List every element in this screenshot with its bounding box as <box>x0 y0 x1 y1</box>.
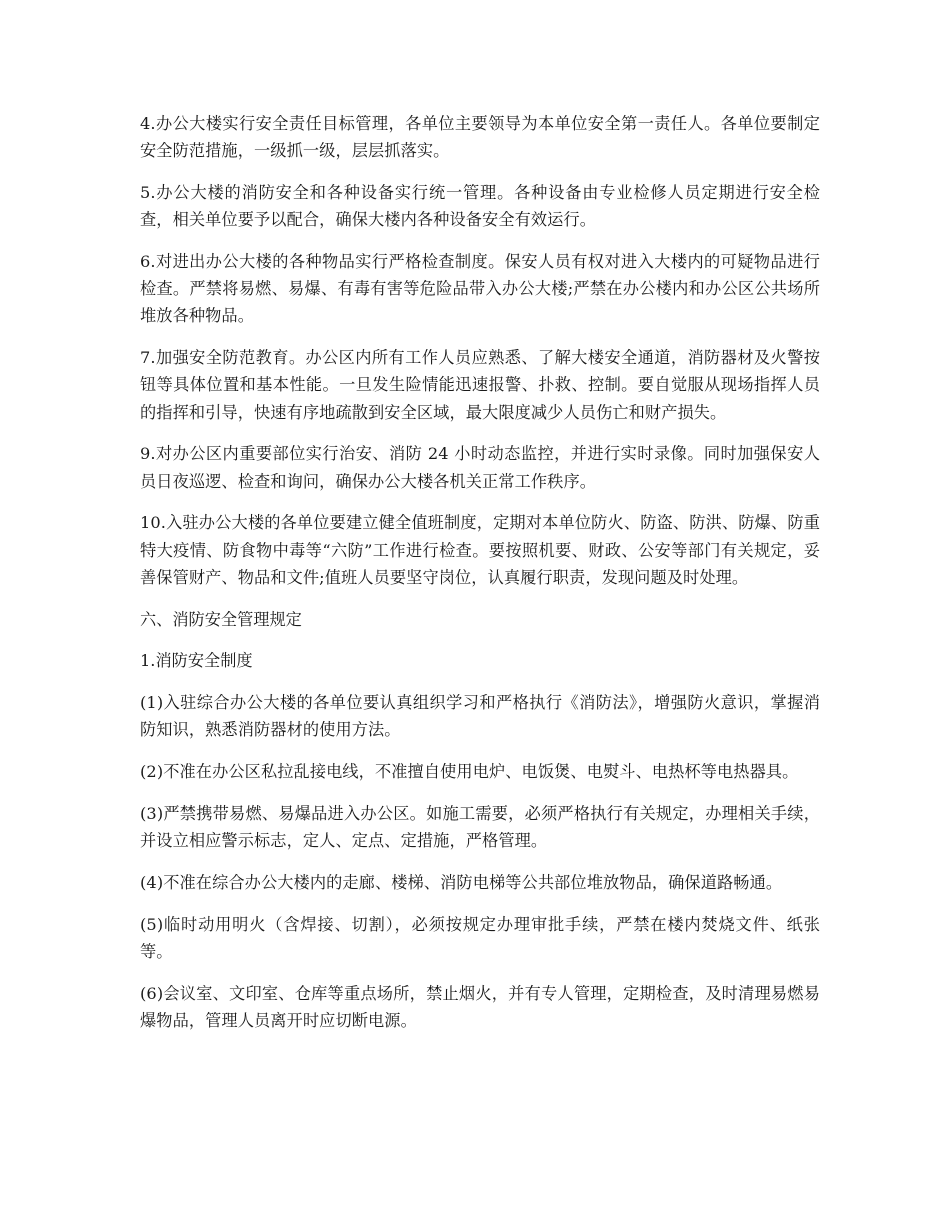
rule-item-2: (2)不准在办公区私拉乱接电线，不准擅自使用电炉、电饭煲、电熨斗、电热杯等电热器具。 <box>140 762 799 782</box>
paragraph-item-10: 10.入驻办公大楼的各单位要建立健全值班制度，定期对本单位防火、防盗、防洪、防爆、防重特大疫情、防食物中毒等“六防”工作进行检查。要按照机要、财政、公安等部门有关规定，妥善保管财产、物品和文件;值班人员要坚守岗位，认真履行职责，发现问题及时处理。 <box>140 513 820 587</box>
paragraph-item-6: 6.对进出办公大楼的各种物品实行严格检查制度。保安人员有权对进入大楼内的可疑物品进行检查。严禁将易燃、易爆、有毒有害等危险品带入办公大楼;严禁在办公楼内和办公区公共场所堆放各种物品。 <box>140 252 820 326</box>
rule-item-6: (6)会议室、文印室、仓库等重点场所，禁止烟火，并有专人管理，定期检查，及时清理易燃易爆物品，管理人员离开时应切断电源。 <box>140 983 820 1030</box>
paragraph-item-9: 9.对办公区内重要部位实行治安、消防 24 小时动态监控，并进行实时录像。同时加强保安人员日夜巡逻、检查和询问，确保办公大楼各机关正常工作秩序。 <box>140 444 820 491</box>
rule-item-1: (1)入驻综合办公大楼的各单位要认真组织学习和严格执行《消防法》，增强防火意识，掌握消防知识，熟悉消防器材的使用方法。 <box>140 693 820 740</box>
paragraph-item-4: 4.办公大楼实行安全责任目标管理，各单位主要领导为本单位安全第一责任人。各单位要制定安全防范措施，一级抓一级，层层抓落实。 <box>140 114 820 161</box>
rule-item-5: (5)临时动用明火（含焊接、切割），必须按规定办理审批手续，严禁在楼内焚烧文件、纸张等。 <box>140 914 820 961</box>
paragraph-item-7: 7.加强安全防范教育。办公区内所有工作人员应熟悉、了解大楼安全通道，消防器材及火警按钮等具体位置和基本性能。一旦发生险情能迅速报警、扑救、控制。要自觉服从现场指挥人员的指挥和引导，快速有序地疏散到安全区域，最大限度减少人员伤亡和财产损失。 <box>140 348 820 422</box>
subsection-heading-fire-system: 1.消防安全制度 <box>140 651 253 671</box>
document-page <box>140 110 820 1049</box>
rule-item-3: (3)严禁携带易燃、易爆品进入办公区。如施工需要，必须严格执行有关规定，办理相关手续，并设立相应警示标志，定人、定点、定措施，严格管理。 <box>140 804 820 851</box>
section-heading-fire-safety: 六、消防安全管理规定 <box>140 609 302 629</box>
paragraph-item-5: 5.办公大楼的消防安全和各种设备实行统一管理。各种设备由专业检修人员定期进行安全检查，相关单位要予以配合，确保大楼内各种设备安全有效运行。 <box>140 183 820 230</box>
rule-item-4: (4)不准在综合办公大楼内的走廊、楼梯、消防电梯等公共部位堆放物品，确保道路畅通。 <box>140 873 783 892</box>
